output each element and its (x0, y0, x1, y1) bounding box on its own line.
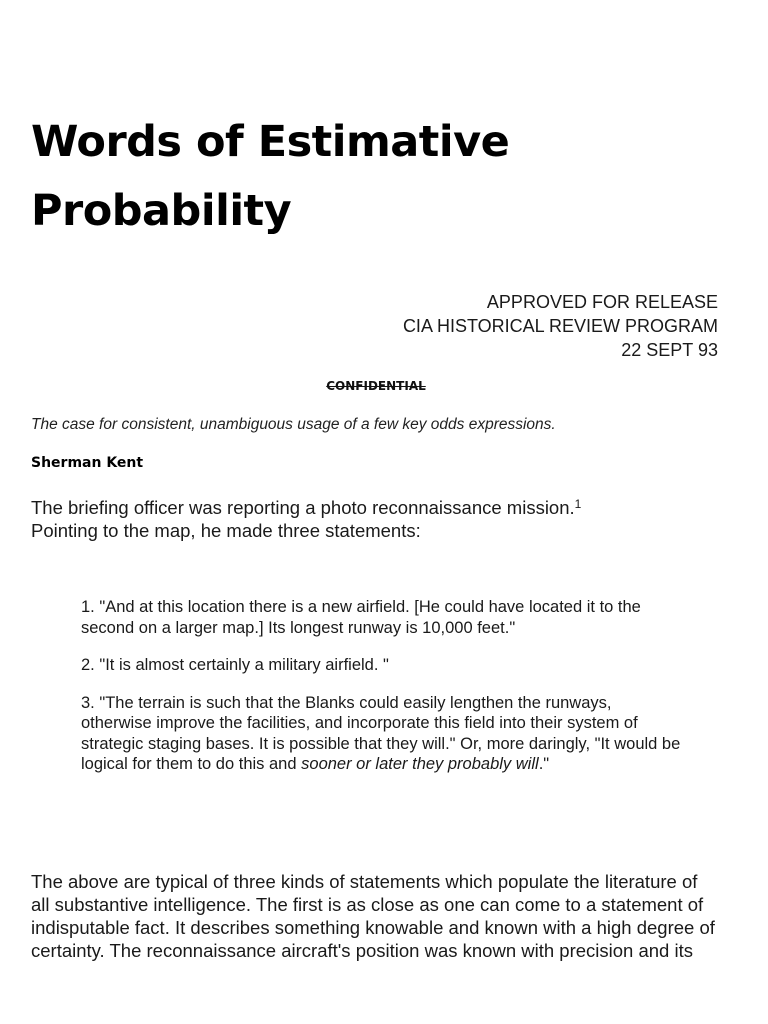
classification-marking: CONFIDENTIAL (326, 379, 426, 393)
title-line-1: Words of Estimative (31, 117, 510, 167)
statement-2: 2. "It is almost certainly a military airfield. " (81, 656, 389, 674)
intro-text: The briefing officer was reporting a photo reconnaissance mission. (31, 497, 575, 518)
release-line-1: APPROVED FOR RELEASE (486, 292, 718, 312)
statement-3-end: ." (538, 755, 550, 773)
statement-3-text: 3. "The terrain is such that the Blanks could easily lengthen the runways, otherwise improve the facilities, and incorporate this field into their system of strategic staging bases. It is possible that they will." Or, more daringly, "It would be logical for them to do this and (81, 693, 681, 773)
statements-list (81, 597, 681, 792)
release-date: 22 SEPT 93 (621, 340, 718, 360)
statement-3 (81, 693, 681, 775)
intro-text-continued: Pointing to the map, he made three statements: (31, 520, 421, 541)
footnote-link[interactable]: 1 (574, 497, 582, 511)
intro-paragraph (31, 496, 721, 542)
document-title (31, 108, 671, 246)
document-subtitle: The case for consistent, unambiguous usage of a few key odds expressions. (31, 416, 556, 433)
statement-1: 1. "And at this location there is a new airfield. [He could have located it to the second on a larger map.] Its longest runway is 10,000 feet." (81, 598, 641, 637)
title-line-2: Probability (31, 186, 292, 236)
author-name: Sherman Kent (31, 455, 144, 471)
release-line-2: CIA HISTORICAL REVIEW PROGRAM (402, 316, 718, 336)
release-stamp (403, 290, 718, 362)
statement-3-emphasis: sooner or later they probably will (301, 755, 539, 773)
body-paragraph: The above are typical of three kinds of statements which populate the literature of all substantive intelligence. The first is as close as one can come to a statement of indisputable fact. It describes something knowable and known with a high degree of certainty. The reconnaissance aircraft's position was known with precision and its (31, 871, 715, 961)
